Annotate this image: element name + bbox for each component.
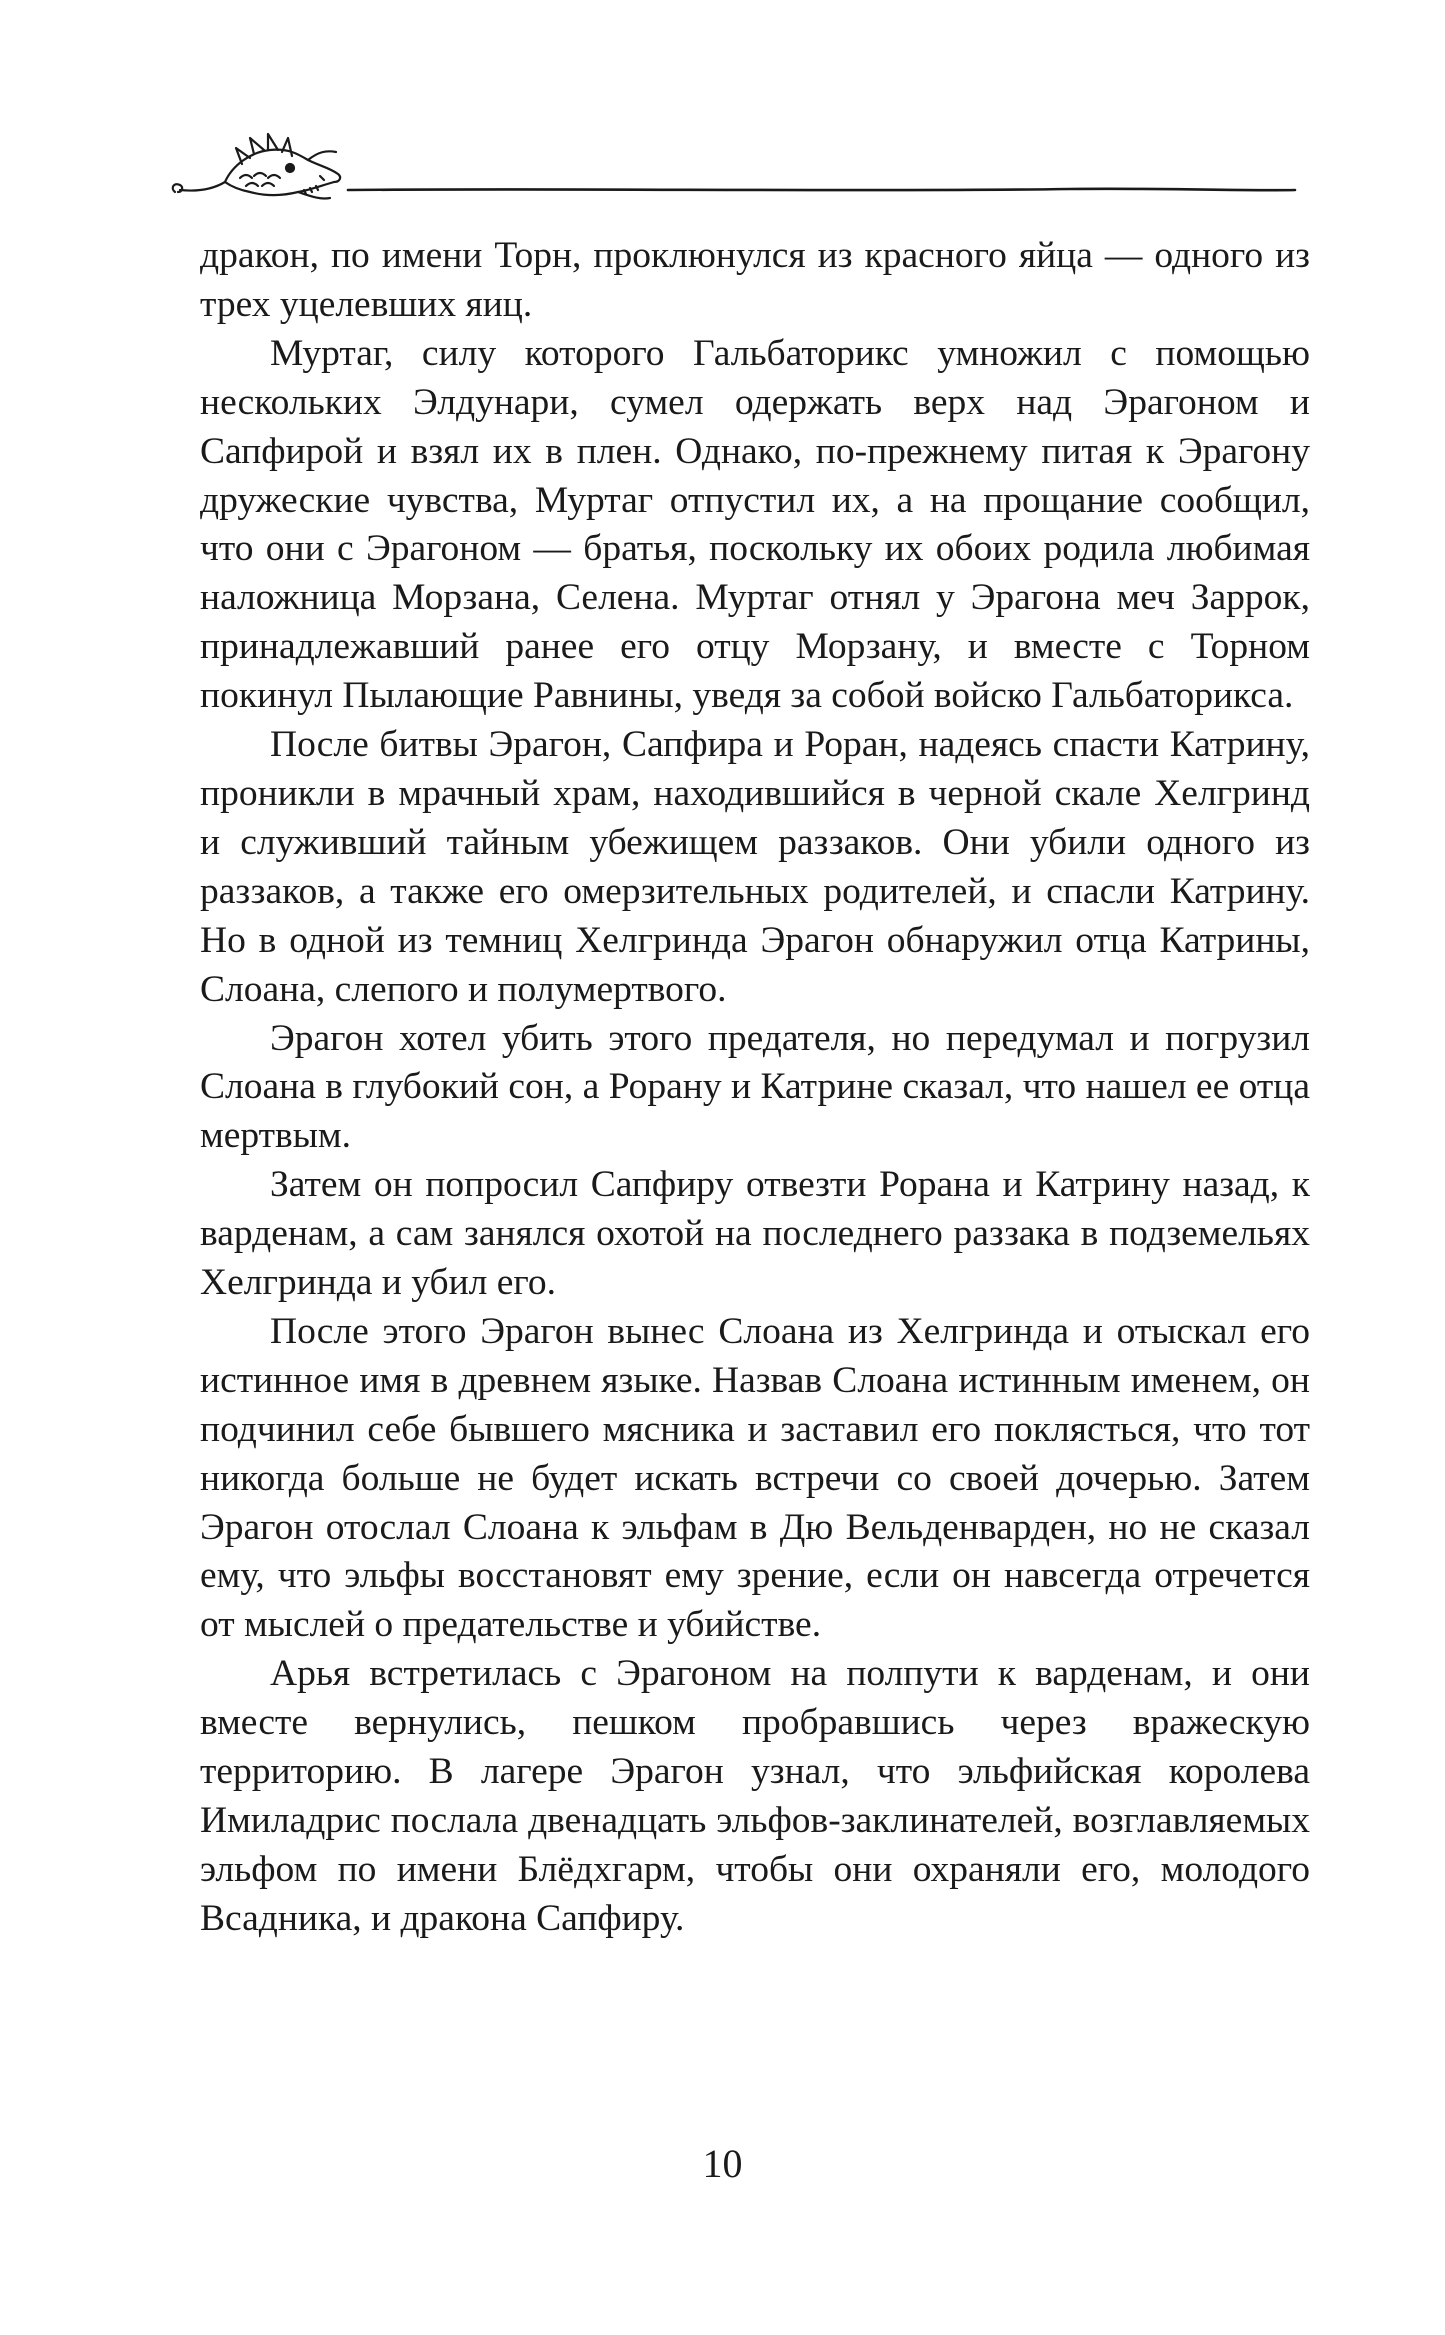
paragraph-4: Эрагон хотел убить этого предателя, но передумал и погрузил Слоана в глубокий сон, а Рорану и Катрине сказал, что нашел ее отца мертвым.: [200, 1017, 1310, 1157]
paragraph-1: дракон, по имени Торн, проклюнулся из красного яйца — одного из трех уцелевших яиц.: [200, 235, 1310, 325]
paragraph-3: После битвы Эрагон, Сапфира и Роран, надеясь спасти Катрину, проникли в мрачный храм, находившийся в черной скале Хелгринд и служивший тайным убежищем раззаков. Они убили одного из раззаков, а также его омерзительных родителей, и спасли Катрину. Но в одной из темниц Хелгринда Эрагон обнаружил отца Катрины, Слоана, слепого и полумертвого.: [200, 724, 1310, 1010]
paragraph-2: Муртаг, силу которого Гальбаторикс умножил с помощью нескольких Элдунари, сумел одержать верх над Эрагоном и Сапфирой и взял их в плен. Однако, по-прежнему питая к Эрагону дружеские чувства, Муртаг отпустил их, а на прощание сообщил, что они с Эрагоном — братья, поскольку их обоих родила любимая наложница Морзана, Селена. Муртаг отнял у Эрагона меч Заррок, принадлежавший ранее его отцу Морзану, и вместе с Торном покинул Пылающие Равнины, уведя за собой войско Гальбаторикса.: [200, 332, 1310, 717]
page-number: 10: [702, 2141, 743, 2186]
dragon-head-icon: [173, 134, 340, 199]
header-rule: [348, 189, 1295, 190]
paragraph-5: Затем он попросил Сапфиру отвезти Рорана и Катрину назад, к варденам, а сам занялся охотой на последнего раззака в подземельях Хелгринда и убил его.: [200, 1164, 1310, 1304]
paragraph-6: После этого Эрагон вынес Слоана из Хелгринда и отыскал его истинное имя в древнем языке. Назвав Слоана истинным именем, он подчинил себе бывшего мясника и заставил его поклясться, что тот никогда больше не будет искать встречи со своей дочерью. Затем Эрагон отослал Слоана к эльфам в Дю Вельденварден, но не сказал ему, что эльфы восстановят ему зрение, если он навсегда отречется от мыслей о предательстве и убийстве.: [200, 1310, 1310, 1646]
paragraph-7: Арья встретилась с Эрагоном на полпути к варденам, и они вместе вернулись, пешком пробравшись через вражескую территорию. В лагере Эрагон узнал, что эльфийская королева Имиладрис послала двенадцать эльфов-заклинателей, возглавляемых эльфом по имени Блёдхгарм, чтобы они охраняли его, молодого Всадника, и дракона Сапфиру.: [200, 1653, 1310, 1939]
header-ornament: [170, 130, 1300, 220]
page-text: [200, 232, 1310, 1944]
